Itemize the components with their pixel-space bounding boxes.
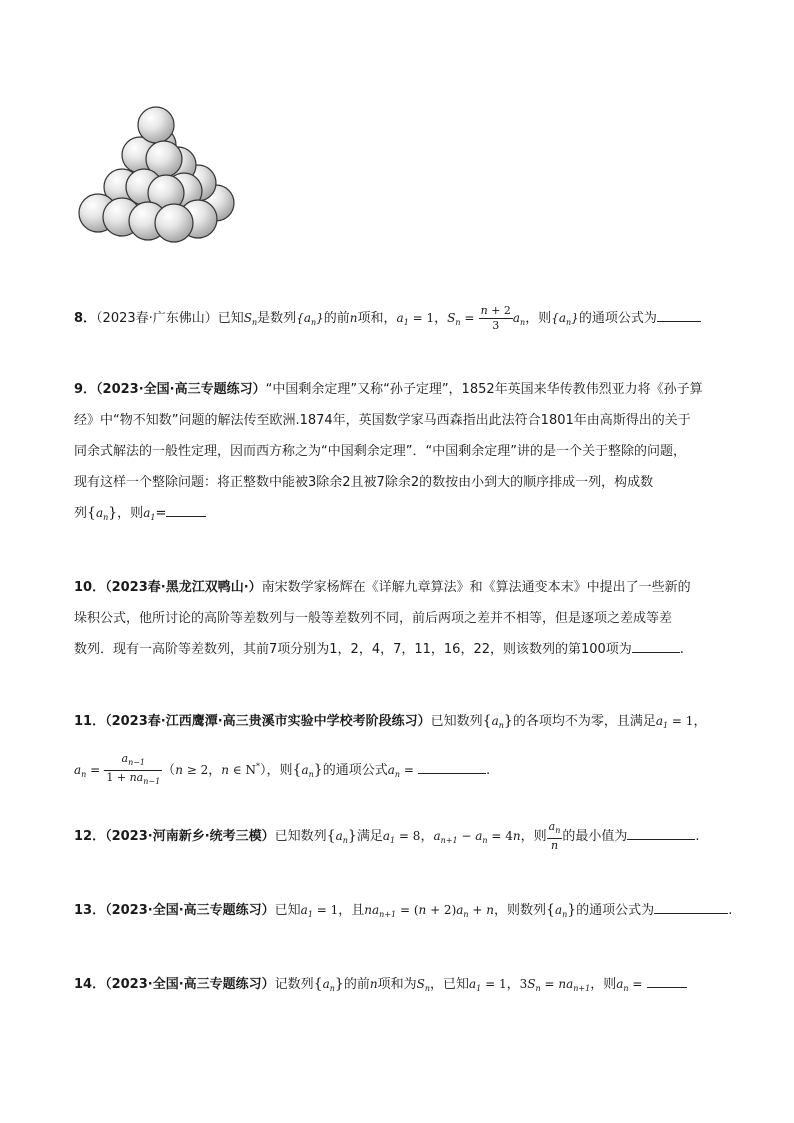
problem-number: 11． <box>74 714 106 729</box>
problem-number: 14． <box>74 977 106 992</box>
answer-blank[interactable] <box>647 975 687 988</box>
problem-source: （2023春·江西鹰潭·高三贵溪市实验中学校考阶段练习） <box>105 714 431 729</box>
fraction: $\frac{a_{n-1}}{1 + na_{n-1}}$ <box>106 752 161 786</box>
problem-number: 13． <box>74 903 106 918</box>
problem-11: 11．（2023春·江西鹰潭·高三贵溪市实验中学校考阶段练习）已知数列$\{a_n\}$的各项均不为零，且满足$a_1 = 1$， $a_n$ = $\frac{a_{n-1}}{1 + na_{n-1}}$ （n ≥ 2，n ∈ N*），则$\{a_n\}$的通项公式$a_n$ = . <box>74 706 734 790</box>
problem-source: （2023·全国·高三专题练习） <box>105 903 275 918</box>
answer-blank[interactable] <box>654 901 728 914</box>
problem-number: 9． <box>74 382 97 397</box>
answer-blank[interactable] <box>418 761 486 774</box>
fraction: $\frac{n + 2}{3}$ <box>480 304 511 332</box>
problem-10: 10．（2023春·黑龙江双鸭山·）南宋数学家杨辉在《详解九章算法》和《算法通变本末》中提出了一些新的 垛积公式，他所讨论的高阶等差数列与一般等差数列不同，前后两项之差并不相等，但是逐项之差成等差 数列．现有一高阶等差数列，其前7项分别为1，2，4，7，11，16，22，则该数列的第100项为 . <box>74 580 691 657</box>
problem-14: 14．（2023·全国·高三专题练习）记数列$\{a_n\}$的前n项和为$S_n$，已知$a_1 = 1$，$3S_n = na_{n+1}$，则$a_n$ = <box>74 969 734 1004</box>
problem-13: 13．（2023·全国·高三专题练习）已知$a_1 = 1$，且$na_{n+1} = (n + 2)a_n + n$，则数列$\{a_n\}$的通项公式为 . <box>74 902 733 919</box>
problem-number: 12． <box>74 829 106 844</box>
problem-source: （2023春·广东佛山） <box>96 311 218 326</box>
problem-source: （2023·河南新乡·统考三模） <box>105 829 275 844</box>
answer-blank[interactable] <box>627 827 695 840</box>
problem-source: （2023·全国·高三专题练习） <box>96 382 266 397</box>
stacked-balls-figure <box>70 95 250 255</box>
answer-blank[interactable] <box>632 640 680 653</box>
problem-source: （2023春·黑龙江双鸭山·） <box>105 580 262 595</box>
problem-12: 12．（2023·河南新乡·统考三模）已知数列$\{a_n\}$满足$a_1 = 8$，$a_{n+1} - a_n = 4n$，则 $\frac{a_n}{n}$ 的最小值为 . <box>74 820 700 852</box>
answer-blank[interactable] <box>657 309 701 322</box>
problem-number: 10． <box>74 580 106 595</box>
problem-8: 8．（2023春·广东佛山）已知$S_n$是数列$\{a_n\}$的前n项和，$a_1 = 1$，$S_n$ = $\frac{n + 2}{3}$ $a_n$，则$\{a_n\}$的通项公式为 <box>74 303 734 338</box>
problem-source: （2023·全国·高三专题练习） <box>105 977 275 992</box>
problem-9: 9．（2023·全国·高三专题练习）“中国剩余定理”又称“孙子定理”，1852年英国来华传教伟烈亚力将《孙子算 经》中“物不知数”问题的解法传至欧洲.1874年，英国数学家马西森指出此法符合1801年由高斯得出的关于 同余式解法的一般性定理，因而西方称之为“中国剩余定理”．“中国剩余定理”讲的是一个关于整除的问题， 现有这样一个整除问题：将正整数中能被3除余2且被7除余2的数按由小到大的顺序排成一列，构成数 列$\{a_n\}$，则$a_1=$ <box>74 382 703 522</box>
answer-blank[interactable] <box>166 504 206 517</box>
problem-number: 8． <box>74 311 97 326</box>
fraction: $\frac{a_n}{n}$ <box>548 820 561 852</box>
